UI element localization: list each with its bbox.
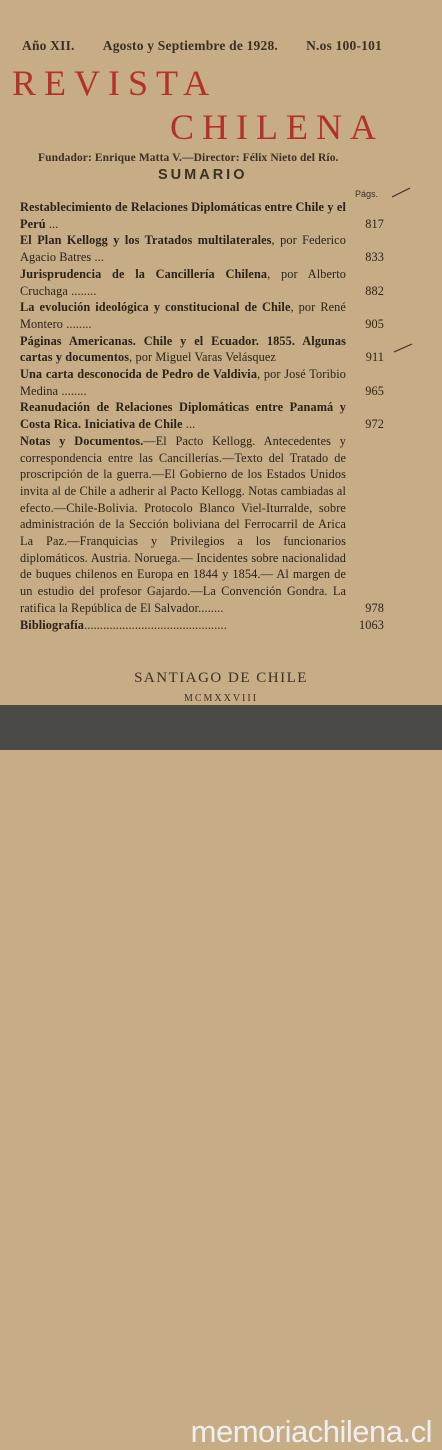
toc-entry-author: , por Federico Agacio Batres: [20, 233, 346, 265]
journal-title-line2: CHILENA: [170, 107, 384, 147]
toc-entry-page: 1063: [359, 617, 384, 632]
toc-entry-title: Páginas Americanas. Chile y el Ecuador. 1855. Algunas cartas y documentos: [20, 333, 346, 365]
toc-entry-page: 882: [365, 283, 384, 298]
issue-date: Agosto y Septiembre de 1928.: [102, 38, 278, 53]
pencil-mark-icon: [392, 340, 414, 354]
toc-entry-author: , por José Toribio Medina: [20, 367, 346, 398]
toc-entry: [20, 333, 384, 366]
toc-entry: El Plan Kellogg y los Tratados multilaterales, por Federico Agacio Batres ... 833: [20, 233, 384, 265]
toc-entry-page: 817: [365, 216, 384, 231]
toc-entry: Bibliografía............................................. 1063: [20, 617, 384, 632]
journal-title-line1: REVISTA: [12, 63, 218, 103]
toc-entry-page: 965: [365, 383, 384, 398]
toc-entry-page: 972: [365, 417, 384, 432]
toc-entry-page: 905: [365, 316, 384, 331]
pencil-mark-icon: [390, 185, 412, 199]
journal-cover: [0, 0, 442, 705]
issue-number: N.os 100-101: [306, 38, 382, 53]
toc-entry-author: , por Miguel Varas Velásquez: [129, 350, 276, 365]
toc-entry: Restablecimiento de Relaciones Diplomáticas entre Chile y el Perú ... 817: [20, 200, 384, 231]
toc-entry-title: Una carta desconocida de Pedro de Valdivia: [20, 367, 258, 382]
toc-entry-title: La evolución ideológica y constitucional de Chile: [20, 300, 291, 315]
table-of-contents: [20, 199, 384, 633]
sumario-heading: SUMARIO: [158, 167, 248, 183]
issue-year: Año XII.: [22, 38, 75, 53]
toc-entry-author: —El Pacto Kellogg. Antecedentes y correspondencia entre las Cancillerías.—Texto del Tratado de proscripción de la guerra.—El Gobierno de los Estados Unidos invita al de Chile a adherir al Pacto Kellogg. Notas cambiadas al efecto.—Chile-Bolivia. Protocolo Blanco Viel-Iturralde, sobre administración de la Sección boliviana del Ferrocarril de Arica La Paz.—Franquicias y Privilegios a los funcionarios diplomáticos. Austria. Noruega.— Incidentes sobre nacionalidad de buques chilenos en Europa en 1844 y 1854.— Al margen de un estudio del profesor Gajardo.—La Convención Gondra. La ratifica la República de El Salvador: [20, 433, 346, 615]
toc-entry-title: Notas y Documentos.: [20, 433, 144, 448]
publication-year: MCMXXVIII: [183, 693, 259, 704]
toc-entry: Reanudación de Relaciones Diplomáticas entre Panamá y Costa Rica. Iniciativa de Chile ... 972: [20, 400, 384, 432]
publication-city: SANTIAGO DE CHILE: [134, 670, 308, 686]
watermark-bar: [0, 705, 442, 1449]
toc-entry-title: Jurisprudencia de la Cancillería Chilena: [20, 266, 268, 281]
toc-entry-page: 833: [365, 250, 384, 265]
toc-entry-author: , por Alberto Cruchaga: [20, 266, 346, 298]
issue-header: [22, 38, 382, 54]
founders-line: Fundador: Enrique Matta V.—Director: Félix Nieto del Río.: [38, 152, 339, 164]
toc-entry: Notas y Documentos.—El Pacto Kellogg. Antecedentes y correspondencia entre las Cancillerías.—Texto del Tratado de proscripción de la guerra.—El Gobierno de los Estados Unidos invita al de Chile a adherir al Pacto Kellogg. Notas cambiadas al efecto.—Chile-Bolivia. Protocolo Blanco Viel-Iturralde, sobre administración de la Sección boliviana del Ferrocarril de Arica La Paz.—Franquicias y Privilegios a los funcionarios diplomáticos. Austria. Noruega.— Incidentes sobre nacionalidad de buques chilenos en Europa en 1844 y 1854.— Al margen de un estudio del profesor Gajardo.—La Convención Gondra. La ratifica la República de El Salvador........ 978: [20, 433, 384, 615]
watermark-logo: memoriachilena.cl: [190, 1414, 432, 1449]
toc-entry-page: 978: [365, 600, 384, 615]
toc-entry-title: Reanudación de Relaciones Diplomáticas entre Panamá y Costa Rica. Iniciativa de Chile: [20, 400, 346, 432]
toc-entry: La evolución ideológica y constitucional de Chile, por René Montero ........ 905: [20, 300, 384, 331]
toc-entry-title: El Plan Kellogg y los Tratados multilaterales: [20, 233, 272, 248]
toc-entry-title: Bibliografía: [20, 617, 85, 632]
toc-entry: Una carta desconocida de Pedro de Valdivia, por José Toribio Medina ........ 965: [20, 367, 384, 398]
toc-entry: Jurisprudencia de la Cancillería Chilena, por Alberto Cruchaga ........ 882: [20, 266, 384, 298]
toc-entry-author: , por René Montero: [20, 300, 346, 331]
pages-label: Págs.: [355, 189, 379, 199]
toc-entry-page: 911: [365, 350, 384, 365]
toc-entry-title: Restablecimiento de Relaciones Diplomáticas entre Chile y el Perú: [20, 200, 346, 231]
